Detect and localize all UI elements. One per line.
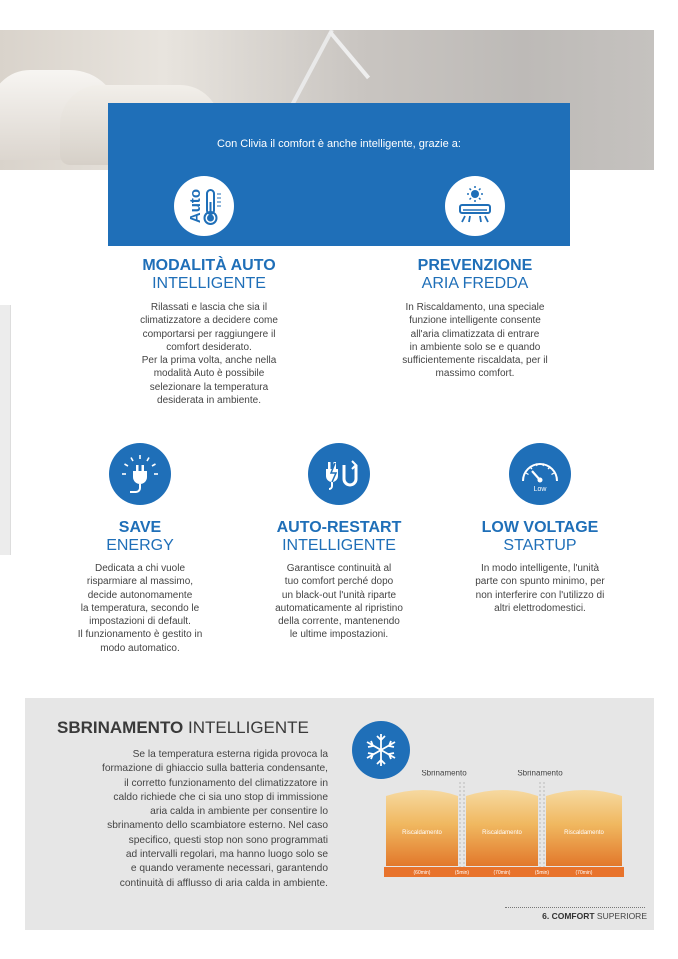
feature-cold-air-prevention	[350, 257, 600, 381]
plug-restart-icon	[308, 443, 370, 505]
auto-thermometer-icon	[174, 176, 234, 236]
gauge-low-icon	[509, 443, 571, 505]
intro-text: Con Clivia il comfort è anche intelligente, grazie a:	[217, 138, 461, 150]
feature-auto-restart	[239, 519, 439, 642]
duration-label-4: (5min)	[534, 870, 550, 876]
duration-label-5: (70min)	[575, 870, 593, 876]
feature-low-voltage	[440, 519, 640, 615]
feature-title: LOW VOLTAGE	[481, 519, 599, 536]
feature-subtitle: STARTUP	[503, 537, 577, 554]
auto-icon-label: Auto	[186, 188, 204, 224]
duration-label-1: (60min)	[413, 870, 431, 876]
feature-title: AUTO-RESTART	[276, 519, 402, 536]
feature-description: In Riscaldamento, una speciale funzione intelligente consente all'aria climatizzata di entrare in ambiente solo se e quando sufficientemente riscaldata, per il massimo comfort.	[402, 302, 548, 380]
heating-block-1	[386, 790, 458, 866]
heating-label-3: Riscaldamento	[564, 830, 604, 836]
heating-block-3	[546, 790, 622, 866]
defrost-title: SBRINAMENTO INTELLIGENTE	[57, 718, 309, 737]
defrost-label-2: Sbrinamento	[517, 770, 563, 778]
heating-block-2	[466, 790, 538, 866]
plug-power-icon	[109, 443, 171, 505]
duration-label-3: (70min)	[493, 870, 511, 876]
feature-subtitle: ARIA FREDDA	[421, 275, 529, 292]
defrost-label-1: Sbrinamento	[421, 770, 467, 778]
feature-subtitle: INTELLIGENTE	[282, 537, 396, 554]
gauge-label: Low	[533, 486, 547, 493]
feature-title: PREVENZIONE	[417, 257, 533, 274]
air-conditioner-sun-icon	[445, 176, 505, 236]
page-footer: 6. COMFORT SUPERIORE	[542, 911, 647, 921]
feature-title: MODALITÀ AUTO	[142, 257, 276, 274]
footer-divider	[505, 907, 645, 908]
defrost-description: Se la temperatura esterna rigida provoca la formazione di ghiaccio sulla batteria condensante, il corretto funzionamento del climatizzatore in caldo richiede che ci sia uno stop di immissione aria calda in ambiente per consentire lo sbrinamento dello scambiatore esterno. Nel caso specifico, questi stop non sono programmati ad intervalli regolari, ma hanno luogo solo se e quando veramente necessari, garantendo continuità di afflusso di aria calda in ambiente.	[102, 749, 328, 889]
feature-subtitle: INTELLIGENTE	[152, 275, 266, 292]
heating-label-2: Riscaldamento	[482, 830, 522, 836]
defrost-cycle-diagram	[384, 770, 624, 878]
feature-subtitle: ENERGY	[106, 537, 174, 554]
feature-title: SAVE	[118, 519, 162, 536]
feature-save-energy	[40, 519, 240, 655]
feature-description: Garantisce continuità al tuo comfort perché dopo un black-out l'unità riparte automaticamente al ripristino della corrente, mantenendo le ultime impostazioni.	[275, 563, 403, 641]
feature-auto-mode	[84, 257, 334, 407]
feature-description: Dedicata a chi vuole risparmiare al massimo, decide autonomamente la temperatura, secondo le impostazioni di default. Il funzionamento è gestito in modo automatico.	[77, 563, 203, 654]
feature-description: Rilassati e lascia che sia il climatizzatore a decidere come comportarsi per raggiungere il comfort desiderato. Per la prima volta, anche nella modalità Auto è possibile selezionare la temperatura desiderata in ambiente.	[140, 302, 278, 407]
feature-description: In modo intelligente, l'unità parte con spunto minimo, per non interferire con l'utilizzo di altri elettrodomestici.	[475, 563, 605, 614]
left-edge-strip	[0, 305, 11, 555]
duration-label-2: (5min)	[454, 870, 470, 876]
heating-label-1: Riscaldamento	[402, 830, 442, 836]
